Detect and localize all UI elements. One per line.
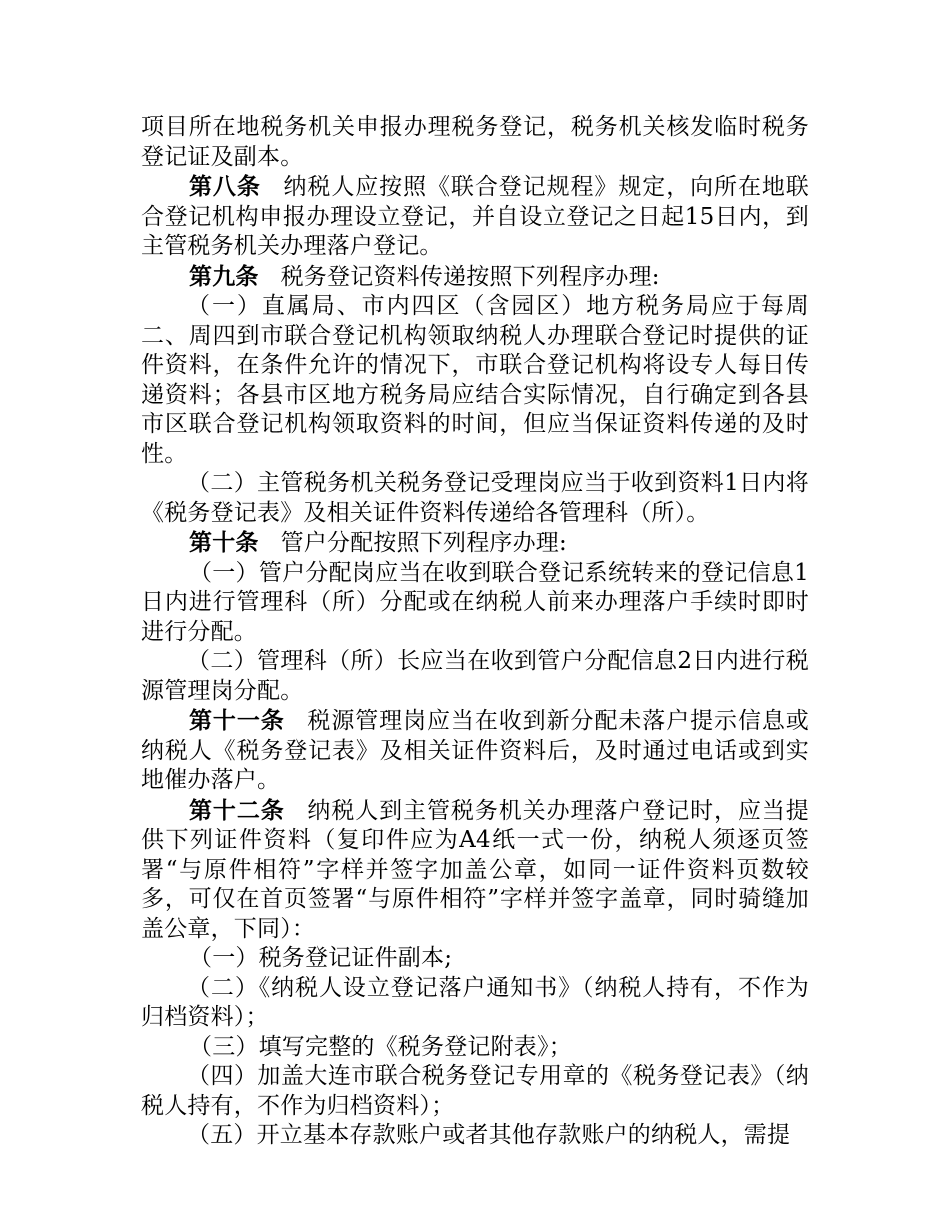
article-heading: 第十条 — [189, 529, 259, 556]
paragraph-text: 纳税人到主管税务机关办理落户登记时，应当提供下列证件资料（复印件应为A4纸一式一份，纳税人须逐页签署“与原件相符”字样并签字加盖公章，如同一证件资料页数较多，可仅在首页签署“与原件相符”字样并签字盖章，同时骑缝加盖公章，下同）： — [141, 797, 809, 942]
article-10-item-2 — [141, 647, 809, 706]
paragraph-text: 税源管理岗应当在收到新分配未落户提示信息或纳税人《税务登记表》及相关证件资料后，及时通过电话或到实地催办落户。 — [141, 708, 809, 793]
article-heading: 第八条 — [189, 173, 261, 200]
paragraph-text: （一）直属局、市内四区（含园区）地方税务局应于每周二、周四到市联合登记机构领取纳税人办理联合登记时提供的证件资料，在条件允许的情况下，市联合登记机构将设专人每日传递资料；各县市区地方税务局应结合实际情况，自行确定到各县市区联合登记机构领取资料的时间，但应当保证资料传递的及时性。 — [141, 293, 809, 467]
paragraph-text: 管户分配按照下列程序办理: — [280, 530, 567, 556]
article-10 — [141, 528, 809, 559]
article-8 — [141, 172, 809, 262]
paragraph-continuation — [141, 113, 809, 172]
article-12-item-4 — [141, 1062, 809, 1121]
article-12-item-3 — [141, 1033, 809, 1063]
paragraph-text: （一）税务登记证件副本; — [189, 945, 453, 971]
article-12-item-5 — [141, 1121, 809, 1151]
paragraph-text: （二）《纳税人设立登记落户通知书》（纳税人持有，不作为归档资料）； — [141, 974, 809, 1030]
paragraph-text: （三）填写完整的《税务登记附表》； — [189, 1033, 572, 1060]
article-9-item-2 — [141, 469, 809, 528]
article-9 — [141, 262, 809, 293]
article-10-item-1 — [141, 559, 809, 648]
paragraph-text: 纳税人应按照《联合登记规程》规定，向所在地联合登记机构申报办理设立登记，并自设立登记之日起15日内，到主管税务机关办理落户登记。 — [141, 174, 809, 259]
article-12 — [141, 796, 809, 945]
document-page — [141, 113, 809, 1151]
paragraph-text: 项目所在地税务机关申报办理税务登记，税务机关核发临时税务登记证及副本。 — [141, 114, 809, 170]
paragraph-text: 税务登记资料传递按照下列程序办理: — [280, 263, 660, 290]
paragraph-text: （二）主管税务机关税务登记受理岗应当于收到资料1日内将《税务登记表》及相关证件资料传递给各管理科（所）。 — [141, 470, 809, 526]
paragraph-text: （四）加盖大连市联合税务登记专用章的《税务登记表》（纳税人持有，不作为归档资料）； — [141, 1063, 809, 1119]
paragraph-text: （二）管理科（所）长应当在收到管户分配信息2日内进行税源管理岗分配。 — [141, 648, 809, 704]
article-heading: 第十二条 — [189, 796, 285, 824]
article-12-item-1 — [141, 944, 809, 974]
paragraph-text: （五）开立基本存款账户或者其他存款账户的纳税人，需提 — [187, 1122, 791, 1148]
article-heading: 第十一条 — [189, 707, 285, 734]
article-heading: 第九条 — [189, 262, 259, 290]
paragraph-text: （一）管户分配岗应当在收到联合登记系统转来的登记信息1日内进行管理科（所）分配或在纳税人前来办理落户手续时即时进行分配。 — [141, 559, 809, 645]
article-11 — [141, 706, 809, 796]
article-9-item-1 — [141, 292, 809, 469]
article-12-item-2 — [141, 974, 809, 1033]
